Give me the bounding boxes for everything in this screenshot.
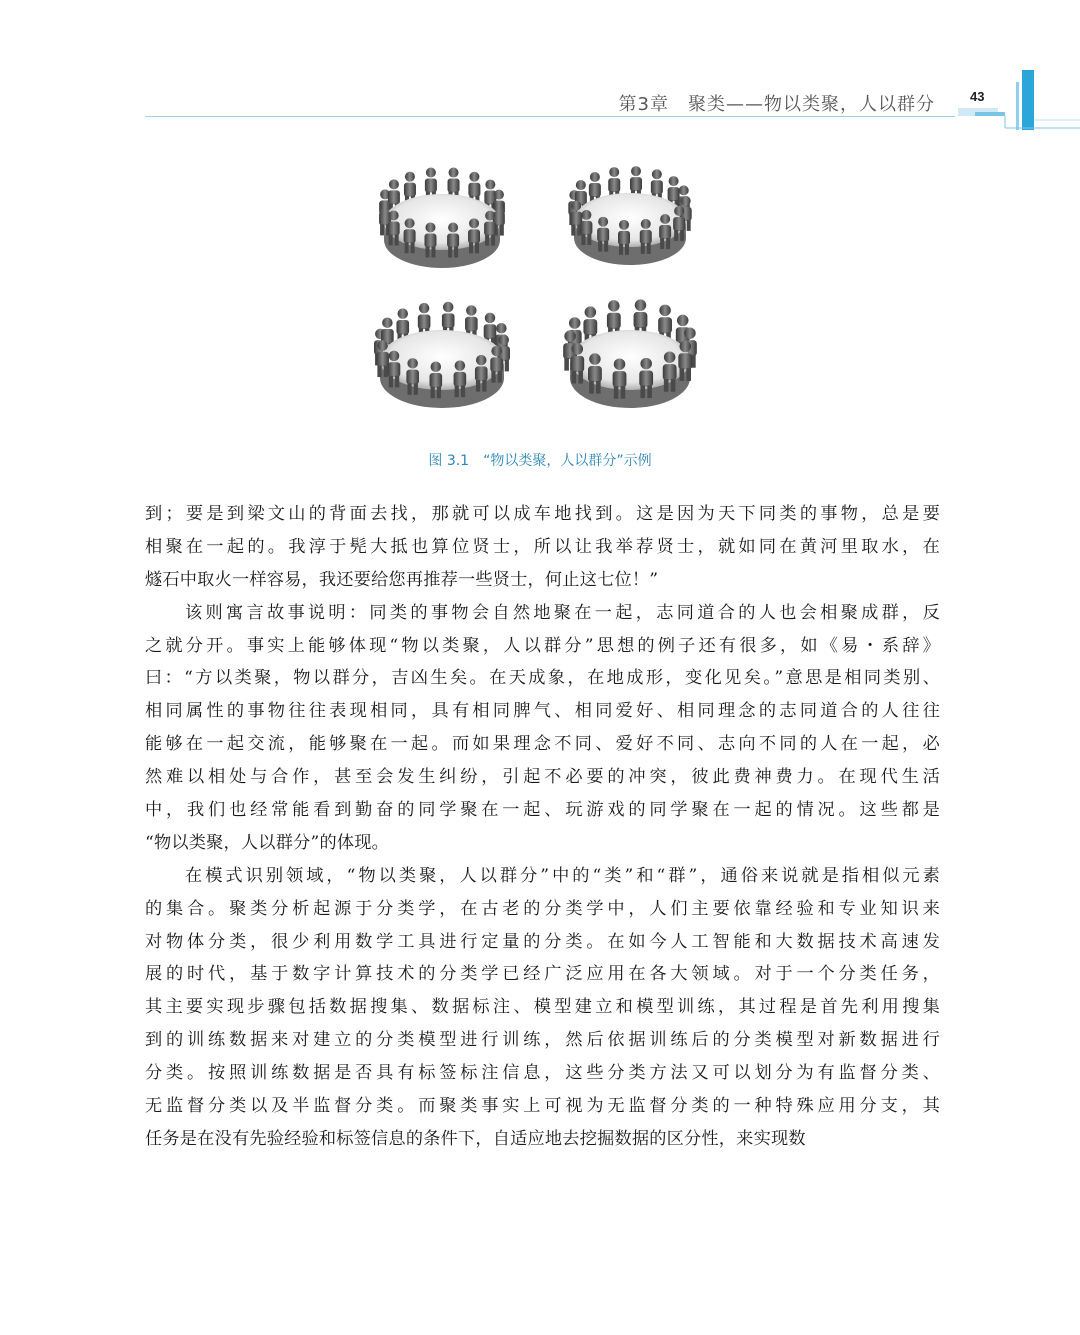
text-line: 相同属性的事物往往表现相同，具有相同脾气、相同爱好、相同理念的志同道合的人往往 <box>145 701 940 722</box>
figure-people-circles <box>360 150 720 440</box>
text-line: 在模式识别领域，“物以类聚，人以群分”中的“类”和“群”，通俗来说就是指相似元素 <box>185 865 940 886</box>
chapter-title: 第3章 聚类——物以类聚，人以群分 <box>618 94 935 115</box>
text-line: 相聚在一起的。我淳于髡大抵也算位贤士，所以让我举荐贤士，就如同在黄河里取水，在 <box>145 536 940 557</box>
paragraph <box>145 498 940 597</box>
text-line: 曰：“方以类聚，物以群分，吉凶生矣。在天成象，在地成形，变化见矣。”意思是相同类别、 <box>145 668 940 689</box>
people-circle <box>374 302 510 408</box>
text-line: 分类。按照训练数据是否具有标签标注信息，这些分类方法又可以划分为有监督分类、 <box>145 1063 940 1084</box>
text-line: 到；要是到梁文山的背面去找，那就可以成车地找到。这是因为天下同类的事物，总是要 <box>145 504 940 524</box>
text-line: 到的训练数据来对建立的分类模型进行训练，然后依据训练后的分类模型对新数据进行 <box>145 1030 940 1051</box>
text-line: 中，我们也经常能看到勤奋的同学聚在一起、玩游戏的同学聚在一起的情况。这些都是 <box>145 800 940 821</box>
people-circle <box>568 166 691 265</box>
text-line: 该则寓言故事说明：同类的事物会自然地聚在一起，志同道合的人也会相聚成群，反 <box>185 602 940 623</box>
figure-caption: 图 3.1 “物以类聚，人以群分”示例 <box>428 453 652 469</box>
text-line: 无监督分类以及半监督分类。而聚类事实上可视为无监督分类的一种特殊应用分支，其 <box>145 1096 940 1117</box>
text-line: 之就分开。事实上能够体现“物以类聚，人以群分”思想的例子还有很多，如《易・系辞》 <box>145 635 940 656</box>
text-line: 然难以相处与合作，甚至会发生纠纷，引起不必要的冲突，彼此费神费力。在现代生活 <box>145 767 940 788</box>
page-header <box>0 0 1080 135</box>
text-line: 展的时代，基于数字计算技术的分类学已经广泛应用在各大领域。对于一个分类任务， <box>145 964 940 985</box>
text-line: 其主要实现步骤包括数据搜集、数据标注、模型建立和模型训练，其过程是首先利用搜集 <box>145 997 940 1018</box>
text-line: 对物体分类，很少利用数学工具进行定量的分类。在如今人工智能和大数据技术高速发 <box>145 931 940 952</box>
page-number: 43 <box>970 89 985 104</box>
text-line: 燧石中取火一样容易，我还要给您再推荐一些贤士，何止这七位！” <box>145 569 659 590</box>
text-line: 的集合。聚类分析起源于分类学，在古老的分类学中，人们主要依靠经验和专业知识来 <box>145 898 940 919</box>
people-circle <box>563 299 697 408</box>
body-text <box>145 498 940 1156</box>
paragraph <box>145 860 940 1156</box>
text-line: 能够在一起交流，能够聚在一起。而如果理念不同、爱好不同、志向不同的人在一起，必 <box>145 734 940 755</box>
header-decoration <box>0 0 1080 135</box>
people-circles-illustration <box>360 150 720 440</box>
text-line: “物以类聚，人以群分”的体现。 <box>145 832 390 853</box>
paragraph <box>145 597 940 860</box>
text-line: 任务是在没有先验经验和标签信息的条件下，自适应地去挖掘数据的区分性，来实现数 <box>145 1128 806 1149</box>
people-circle <box>379 168 505 268</box>
